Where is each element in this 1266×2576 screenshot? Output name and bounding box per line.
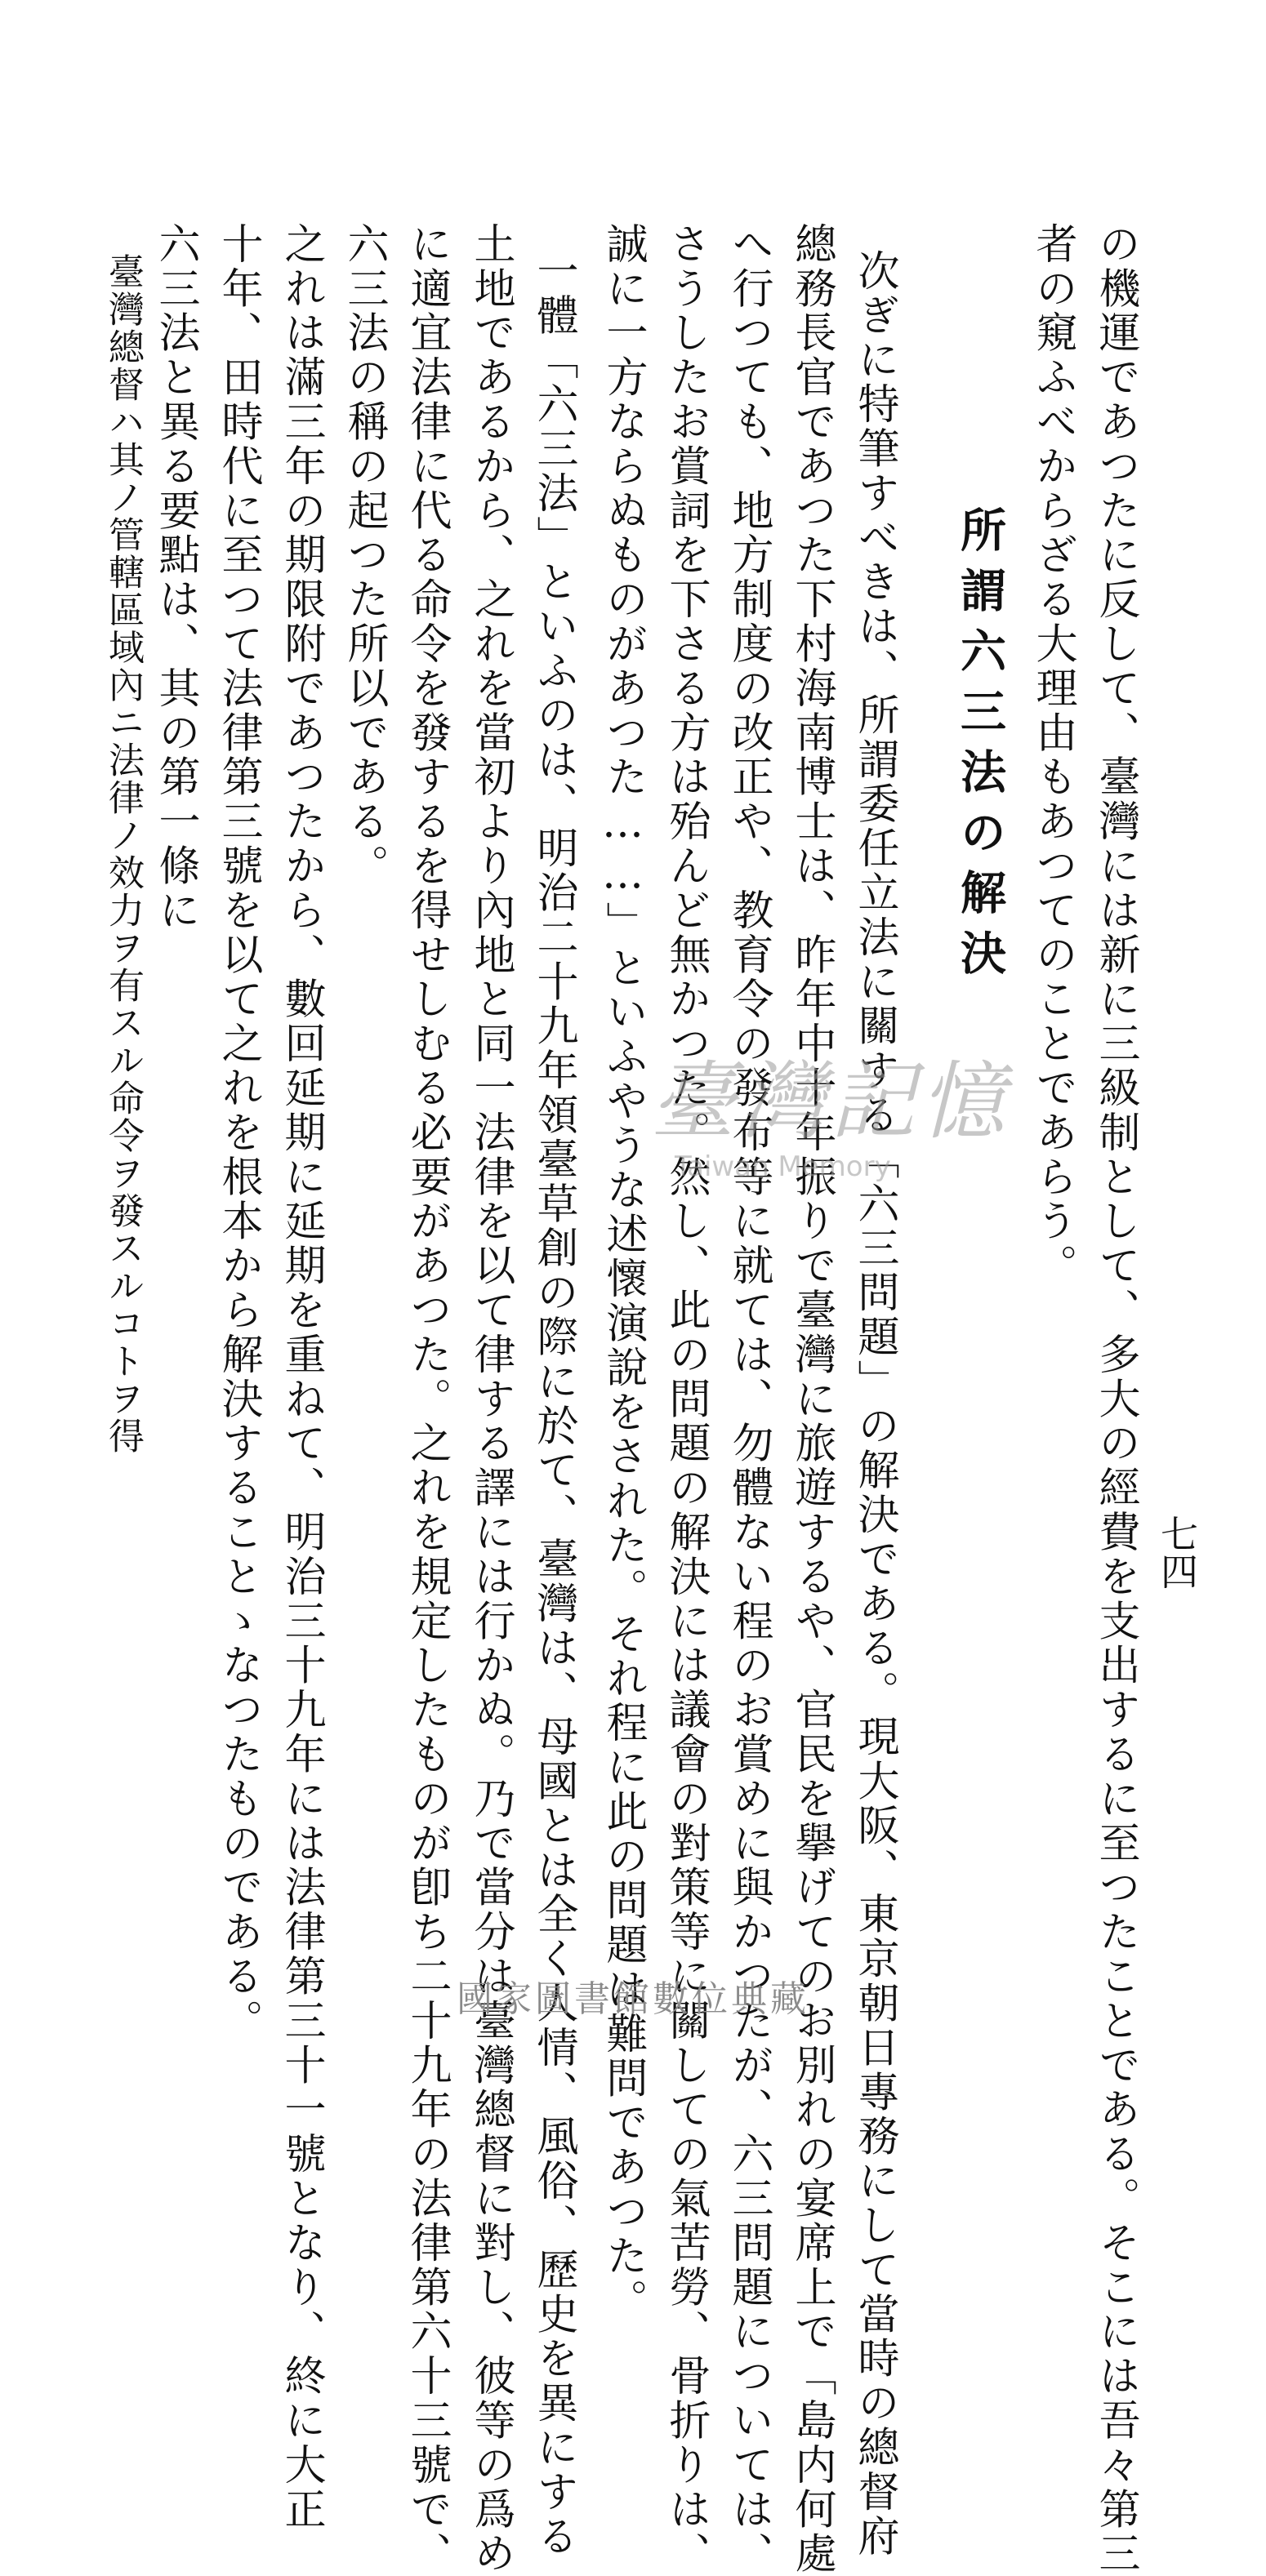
text-column-4: 總務長官であつた下村海南博士は、昨年中十年振りで臺灣に旅遊するや、官民を擧げてのお別れの宴席上で「島内何處 xyxy=(787,222,836,2576)
text-column-12: 之れは滿三年の期限附であつたから、數回延期に延期を重ねて、明治三十九年には法律第三十一號となり、終に大正 xyxy=(277,222,325,2532)
text-column-11: 六三法の稱の起つた所以である。 xyxy=(340,222,388,888)
section-heading: 所謂六三法の解決 xyxy=(953,506,1007,990)
text-column-5: へ行つても、地方制度の改正や、教育令の發布等に就ては、勿體ない程のお賞めに與かつたが、六三問題については、 xyxy=(724,222,773,2576)
text-column-3: 次ぎに特筆すべきは、所謂委任立法に關する「六三問題」の解決である。現大阪、東京朝日專務にして當時の總督府 xyxy=(850,249,898,2559)
statute-quote: 臺灣總督ハ其ノ管轄區域內ニ法律ノ效力ヲ有スル命令ヲ發スルコトヲ得 xyxy=(102,253,144,1455)
text-column-14: 六三法と異る要點は、其の第一條に xyxy=(151,222,199,933)
library-footer: 國家圖書館數位典藏 xyxy=(457,1978,809,2020)
text-column-13: 十年、田時代に至つて法律第三號を以て之れを根本から解決することゝなつたものである。 xyxy=(214,222,262,2044)
text-column-9: 土地であるから、之れを當初より內地と同一法律を以て律する譯には行かぬ。乃で當分は臺灣總督に對し、彼等の爲め xyxy=(466,222,515,2576)
text-column-1: の機運であつたに反して、臺灣には新に三級制として、多大の經費を支出するに至つたことである。そこには吾々第三 xyxy=(1091,222,1139,2576)
text-column-2: 者の窺ふべからざる大理由もあつてのことであらう。 xyxy=(1028,222,1077,1288)
text-column-10: に適宜法律に代る命令を發するを得せしむる必要があつた。之れを規定したものが卽ち二十九年の法律第六十三號で、 xyxy=(403,222,451,2576)
text-column-6: さうしたお賞詞を下さる方は殆んど無かつた。然し、此の問題の解決には議會の對策等に關しての氣苦勞、骨折りは、 xyxy=(662,222,710,2576)
text-column-8: 一體「六三法」といふのは、明治二十九年領臺草創の際に於て、臺灣は、母國とは全く人情、風俗、歷史を異にする xyxy=(529,249,577,2559)
watermark-chars: 臺灣記憶 xyxy=(650,1052,1010,1151)
watermark-english: Taiwan Memory xyxy=(675,1150,891,1183)
text-column-7: 誠に一方ならぬものがあつた……」といふやうな述懷演說をされた。それ程に此の問題は難問であつた。 xyxy=(599,222,647,2323)
page-number: 七四 xyxy=(1155,1515,1199,1590)
taiwan-memory-watermark xyxy=(650,1033,1010,1183)
